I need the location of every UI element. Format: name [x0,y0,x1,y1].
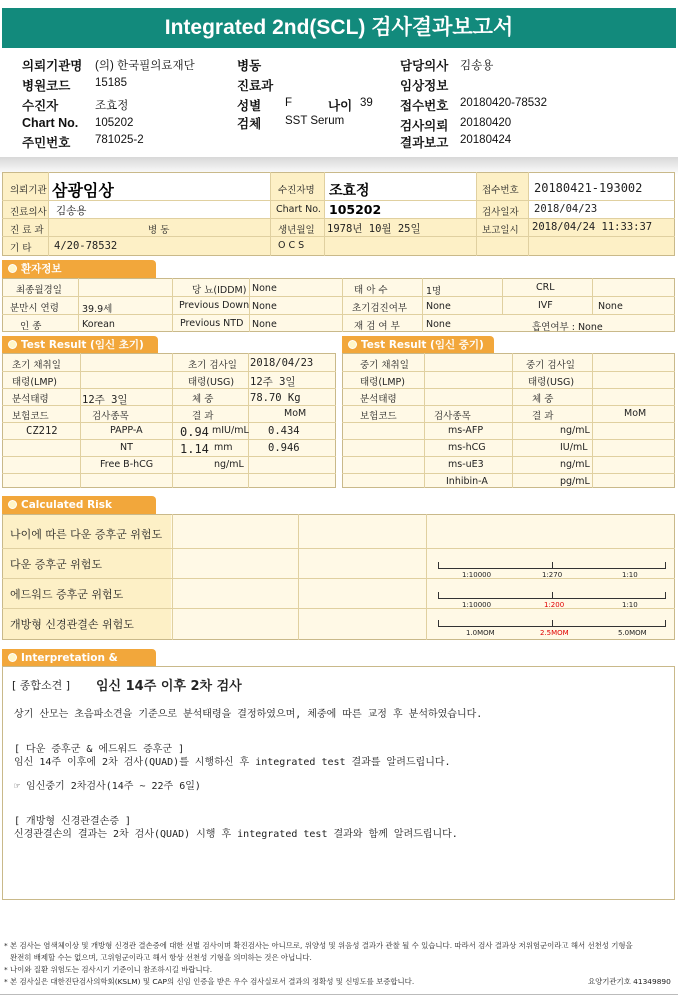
report-dept-label: 진 료 과 [10,225,44,236]
early-weight-label: 체 중 [192,394,214,405]
report-inst-value: 삼광임상 [52,181,114,200]
value-receipt-no: 20180420-78532 [460,97,547,109]
early-row-result: 0.94 [180,425,209,439]
interp-line-1: 상기 산모는 초음파소견을 기준으로 분석태령을 결정하였으며, 체중에 따른 교정 후 분석하였습니다. [14,709,483,720]
mid-h-mom: MoM [624,408,647,419]
scale-ntd-mid: 2.5MOM [540,629,569,637]
mid-row-unit: ng/mL [560,425,590,436]
risk-scale-edwards [438,598,666,599]
label-specimen: 검체 [237,117,262,131]
pi-prevntd-label: Previous NTD [180,318,244,329]
footer-note-1: * 본 검사는 염색체이상 및 개방형 신경관 결손증에 대한 선별 검사이며 확진검사는 아니므로, 위양성 및 위음성 결과가 관찰 될 수 있습니다. 따라서 검사 결과상 저위험군이라고 해서 선천성 기형을 [4,941,633,950]
mid-row-unit: IU/mL [560,442,588,453]
early-draw-label: 초기 채취일 [12,360,61,371]
mid-testdate-label: 중기 검사일 [526,360,575,371]
early-result-tab-label: Test Result (임신 초기) [21,339,144,351]
report-report-value: 2018/04/24 11:33:37 [532,221,653,233]
value-doctor: 김송용 [460,60,494,72]
report-recv-label: 접수번호 [482,185,519,196]
early-row-mom: 0.946 [268,442,300,454]
report-etc-label: 기 타 [10,243,32,254]
pi-prevdown-value: None [252,301,277,312]
early-row-result: 1.14 [180,442,209,456]
report-chart-value: 105202 [329,202,382,217]
interp-line-3: 임신 14주 이후에 2차 검사(QUAD)를 시행하신 후 integrated test 결과를 알려드립니다. [14,757,451,768]
report-ocs-label: O C S [278,240,305,251]
interp-tab [2,649,156,667]
interp-title-tag: [ 종합소견 ] [12,679,71,692]
pi-race-label: 인 종 [20,321,42,332]
interp-line-6: 신경관결손의 결과는 2차 검사(QUAD) 시행 후 integrated test 결과와 함께 알려드립니다. [14,829,458,840]
mid-row-unit: pg/mL [560,476,590,487]
report-birth-label: 생년월일 [278,225,315,236]
interp-tab-label: Interpretation & [21,652,118,664]
footer-note-1b: 완전히 배제할 수는 없으며, 고위험군이라고 해서 항상 선천성 기형을 의미하는 것은 아닙니다. [10,953,312,962]
early-row-mom: 0.434 [268,425,300,437]
early-usg-label: 태령(USG) [188,377,235,388]
risk-tab-label: Calculated Risk [21,499,113,511]
mid-usg-label: 태령(USG) [528,377,575,388]
mid-h-result: 결 과 [532,411,554,422]
value-request-date: 20180420 [460,117,512,129]
value-age: 39 [360,97,373,109]
scale-edwards-mid: 1:200 [544,601,565,609]
report-banner-title: Integrated 2nd(SCL) 검사결과보고서 [2,8,676,48]
pi-smoke: 흡연여부 : None [532,322,603,333]
report-testdate-value: 2018/04/23 [534,203,598,215]
scale-edwards-high: 1:10 [622,601,638,609]
risk-scale-ntd [438,626,666,627]
interp-line-4: ☞ 임신중기 2차검사(14주 ~ 22주 6일) [14,781,201,792]
scale-ntd-high: 5.0MOM [618,629,647,637]
label-clinical-info: 임상정보 [400,79,449,93]
footer-divider [0,994,678,995]
risk-tab [2,496,156,514]
pi-age-value: 39.9세 [82,304,113,315]
scale-ntd-low: 1.0MOM [466,629,495,637]
early-row-unit: ng/mL [214,459,244,470]
mid-h-item: 검사종목 [434,411,471,422]
pi-early-value: None [426,301,451,312]
report-birth-value: 1978년 10월 25일 [327,223,421,235]
patient-info-tab [2,260,156,278]
pi-race-value: Korean [82,319,115,330]
mid-lmp-label: 태령(LMP) [360,377,405,388]
mid-row-item: ms-uE3 [448,459,484,470]
report-inst-label: 의뢰기관 [10,185,47,196]
value-specimen: SST Serum [285,115,345,127]
early-row-unit: mm [214,442,233,453]
interp-title: 임신 14주 이후 2차 검사 [96,679,242,694]
mid-row-item: ms-hCG [448,442,486,453]
label-chart-no: Chart No. [22,116,79,130]
risk-row-label: 에드워드 증후군 위험도 [10,588,124,601]
label-result-date: 결과보고 [400,136,449,150]
value-institution: (의) 한국필의료재단 [95,60,195,72]
report-etc-value: 4/20-78532 [54,240,118,252]
footer-code: 요양기관기호 41349890 [588,977,671,986]
value-result-date: 20180424 [460,134,512,146]
early-h-result: 결 과 [192,411,214,422]
early-h-item: 검사종목 [92,411,129,422]
pi-fetus-value: 1명 [426,286,442,297]
value-sex: F [285,97,293,109]
mid-weight-label: 체 중 [532,394,554,405]
label-doctor: 담당의사 [400,59,449,73]
mid-row-item: ms-AFP [448,425,484,436]
early-row-item: PAPP-A [110,425,143,436]
label-sex: 성별 [237,99,262,113]
pi-prevntd-value: None [252,319,277,330]
scale-edwards-low: 1:10000 [462,601,492,609]
label-receipt-no: 접수번호 [400,99,449,113]
label-patient: 수진자 [22,99,59,113]
early-testdate-value: 2018/04/23 [250,357,314,369]
label-request-date: 검사의뢰 [400,119,449,133]
early-row-item: Free B-hCG [100,459,154,470]
report-patient-label: 수진자명 [278,185,315,196]
early-h-mom: MoM [284,408,307,419]
scale-down-mid: 1:270 [542,571,563,579]
report-chart-label: Chart No. [276,204,321,215]
pi-age-label: 분만시 연령 [10,303,59,314]
report-doctor-value: 김송용 [56,205,87,217]
label-age: 나이 [328,99,353,113]
interp-line-2: [ 다운 증후군 & 에드워드 증후군 ] [14,744,185,755]
value-resident-no: 781025-2 [95,134,144,146]
scale-down-low: 1:10000 [462,571,492,579]
mid-draw-label: 중기 채취일 [360,360,409,371]
risk-scale-down [438,568,666,569]
value-chart-no: 105202 [95,117,134,129]
risk-row-label: 나이에 따른 다운 증후군 위험도 [10,528,163,541]
early-h-code: 보험코드 [12,411,49,422]
footer-note-3: * 본 검사실은 대한진단검사의학회(KSLM) 및 CAP의 신임 인증을 받은 우수 검사실로서 결과의 정확성 및 신빙도를 보증합니다. [4,977,415,986]
label-hospital-code: 병원코드 [22,79,71,93]
early-row-item: NT [120,442,133,453]
mid-result-tab-label: Test Result (임신 중기) [361,339,484,351]
footer-note-2: * 나이와 질환 위험도는 검사시기 기준이니 참조하시길 바랍니다. [4,965,213,974]
mid-result-tab [342,336,494,354]
mid-row-item: Inhibin-A [446,476,488,487]
pi-crl-label: CRL [536,282,555,293]
pi-fetus-label: 태 아 수 [354,285,388,296]
label-dept: 진료과 [237,79,274,93]
value-hospital-code: 15185 [95,77,127,89]
pi-retest-label: 재 검 여 부 [354,321,400,332]
early-ga-label: 분석태령 [12,394,49,405]
patient-info-tab-label: 환자정보 [21,263,62,275]
mid-row-unit: ng/mL [560,459,590,470]
early-lmp-label: 태령(LMP) [12,377,57,388]
early-row-unit: mIU/mL [212,425,249,436]
report-testdate-label: 검사일자 [482,207,519,218]
label-institution: 의뢰기관명 [22,59,83,73]
label-resident-no: 주민번호 [22,136,71,150]
report-doctor-label: 진료의사 [10,207,47,218]
risk-row-label: 다운 증후군 위험도 [10,558,103,571]
report-ward-label: 병 동 [148,225,170,236]
pi-retest-value: None [426,319,451,330]
early-row-code: CZ212 [26,425,58,437]
mid-h-code: 보험코드 [360,411,397,422]
value-patient: 조효정 [95,100,129,112]
pi-prevdown-label: Previous Down [179,300,250,311]
pi-dm-label: 당 뇨(IDDM) [192,285,247,296]
pi-dm-value: None [252,283,277,294]
pi-early-label: 초기검진여부 [352,303,408,314]
report-patient-value: 조효정 [329,183,370,199]
early-result-tab [2,336,158,354]
early-weight-value: 78.70 Kg [250,392,301,404]
scale-down-high: 1:10 [622,571,638,579]
interp-line-5: [ 개방형 신경관결손증 ] [14,816,132,827]
label-ward: 병동 [237,59,262,73]
early-ga-value: 12주 3일 [82,394,128,406]
early-testdate-label: 초기 검사일 [188,360,237,371]
report-recv-value: 20180421-193002 [534,181,643,195]
mid-ga-label: 분석태령 [360,394,397,405]
report-report-label: 보고일시 [482,225,519,236]
pi-ivf-label: IVF [538,300,553,311]
embedded-report [2,172,675,900]
risk-row-label: 개방형 신경관결손 위험도 [10,618,134,631]
pi-lmp-label: 최종월경일 [16,285,62,296]
early-usg-value: 12주 3일 [250,376,296,388]
pi-ivf-value: None [598,301,623,312]
